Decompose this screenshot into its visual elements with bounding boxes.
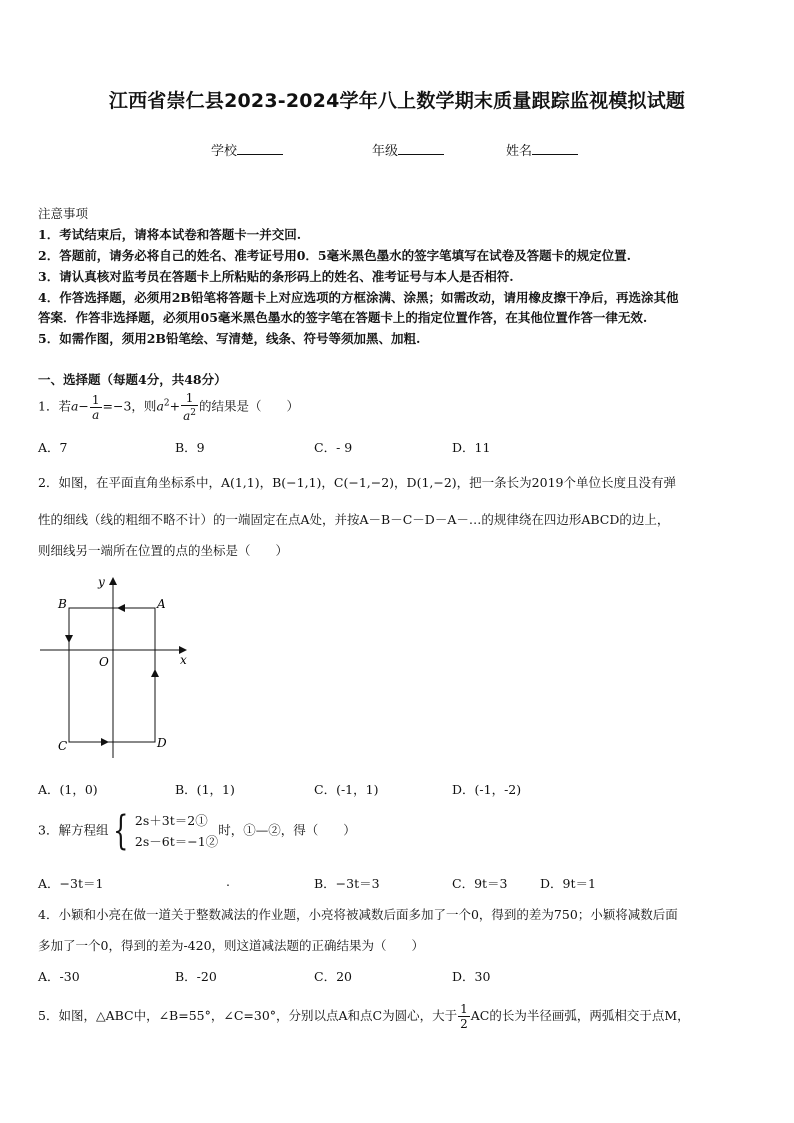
option-c: C．- 9 xyxy=(314,440,353,455)
notice-item: 5．如需作图，须用2B铅笔绘、写清楚，线条、符号等须加黑、加粗. xyxy=(38,331,421,346)
label-a: A xyxy=(157,597,166,611)
option-d: D．9t＝1 xyxy=(540,876,596,891)
coordinate-figure xyxy=(36,572,206,762)
option-a: A．(1，0) xyxy=(38,782,98,797)
option-a: A．7 xyxy=(38,440,68,455)
notice-item: 2．答题前，请务必将自己的姓名、准考证号用0．5毫米黑色墨水的签字笔填写在试卷及答题卡的规定位置. xyxy=(38,248,631,263)
section-heading: 一、选择题（每题4分，共48分） xyxy=(38,372,227,387)
question-4-line: 4．小颖和小亮在做一道关于整数减法的作业题，小亮将被减数后面多加了一个0，得到的差为750；小颖将减数后面 xyxy=(38,907,678,922)
option-c: C．(-1，1) xyxy=(314,782,379,797)
option-b: B．−3t＝3 xyxy=(314,876,380,891)
fraction: $\frac{1}{a^2}$ xyxy=(183,391,196,423)
notice-item: 3．请认真核对监考员在答题卡上所粘贴的条形码上的姓名、准考证号与本人是否相符. xyxy=(38,269,514,284)
label-o: O xyxy=(99,655,109,669)
school-blank xyxy=(237,142,283,155)
option-b: B．9 xyxy=(175,440,205,455)
fraction: $\frac{1}{2}$ xyxy=(460,1002,468,1031)
question-5: 5．如图，△ABC中，∠B=55°，∠C=30°，分别以点A和点C为圆心，大于 $\frac{1}{2}$ AC的长为半径画弧，两弧相交于点M， xyxy=(38,1002,690,1031)
question-4-line: 多加了一个0，得到的差为-420，则这道减法题的正确结果为（ ） xyxy=(38,938,425,953)
fraction: $\frac{1}{a}$ xyxy=(91,392,100,422)
option-a: A．-30 xyxy=(38,969,80,984)
option-a: A．−3t＝1 xyxy=(38,876,104,891)
label-d: D xyxy=(157,736,167,750)
option-b: B．(1，1) xyxy=(175,782,235,797)
name-field: 姓名 xyxy=(506,140,578,159)
question-2-line: 则细线另一端所在位置的点的坐标是（ ） xyxy=(38,543,289,558)
equation-system: 2s＋3t＝2① 2s－6t＝−1② xyxy=(134,813,219,849)
option-c: C．20 xyxy=(314,969,352,984)
label-b: B xyxy=(58,597,67,611)
question-1: 1．若a− $\frac{1}{a}$ =−3，则$a^2+$ $\frac{1}{a^2}$ 的结果是（ ） xyxy=(38,391,300,423)
notice-item: 4．作答选择题，必须用2B铅笔将答题卡上对应选项的方框涂满、涂黑；如需改动，请用橡皮擦干净后，再选涂其他 xyxy=(38,290,679,305)
label-c: C xyxy=(58,739,68,753)
school-field: 学校 xyxy=(211,140,283,159)
option-d: D．11 xyxy=(452,440,491,455)
option-d: D．(-1，-2) xyxy=(452,782,522,797)
grade-blank xyxy=(398,142,444,155)
label-x: x xyxy=(180,653,187,667)
option-c: C．9t＝3 xyxy=(452,876,508,891)
option-b: B．-20 xyxy=(175,969,217,984)
question-2-line: 2．如图，在平面直角坐标系中，A(1,1)，B(−1,1)，C(−1,−2)，D(1,−2)，把一条长为2019个单位长度且没有弹 xyxy=(38,475,676,490)
page-title: 江西省崇仁县2023-2024学年八上数学期末质量跟踪监视模拟试题 xyxy=(108,90,686,112)
notice-item: 答案．作答非选择题，必须用05毫米黑色墨水的签字笔在答题卡上的指定位置作答，在其他位置作答一律无效. xyxy=(38,310,648,325)
label-y: y xyxy=(98,575,105,589)
notice-heading: 注意事项 xyxy=(38,206,89,221)
grade-field: 年级 xyxy=(372,140,444,159)
question-2-line: 性的细线（线的粗细不略不计）的一端固定在点A处，并按A－B－C－D－A－…的规律绕在四边形ABCD的边上， xyxy=(38,512,670,527)
brace: { xyxy=(113,808,129,854)
option-separator: . xyxy=(226,874,230,889)
notice-item: 1．考试结束后，请将本试卷和答题卡一并交回. xyxy=(38,227,302,242)
question-3: 3．解方程组 { 2s＋3t＝2① 2s－6t＝−1② 时，①—②，得（ ） xyxy=(38,808,356,854)
option-d: D．30 xyxy=(452,969,491,984)
quadrilateral-abcd xyxy=(69,608,155,742)
name-blank xyxy=(532,142,578,155)
